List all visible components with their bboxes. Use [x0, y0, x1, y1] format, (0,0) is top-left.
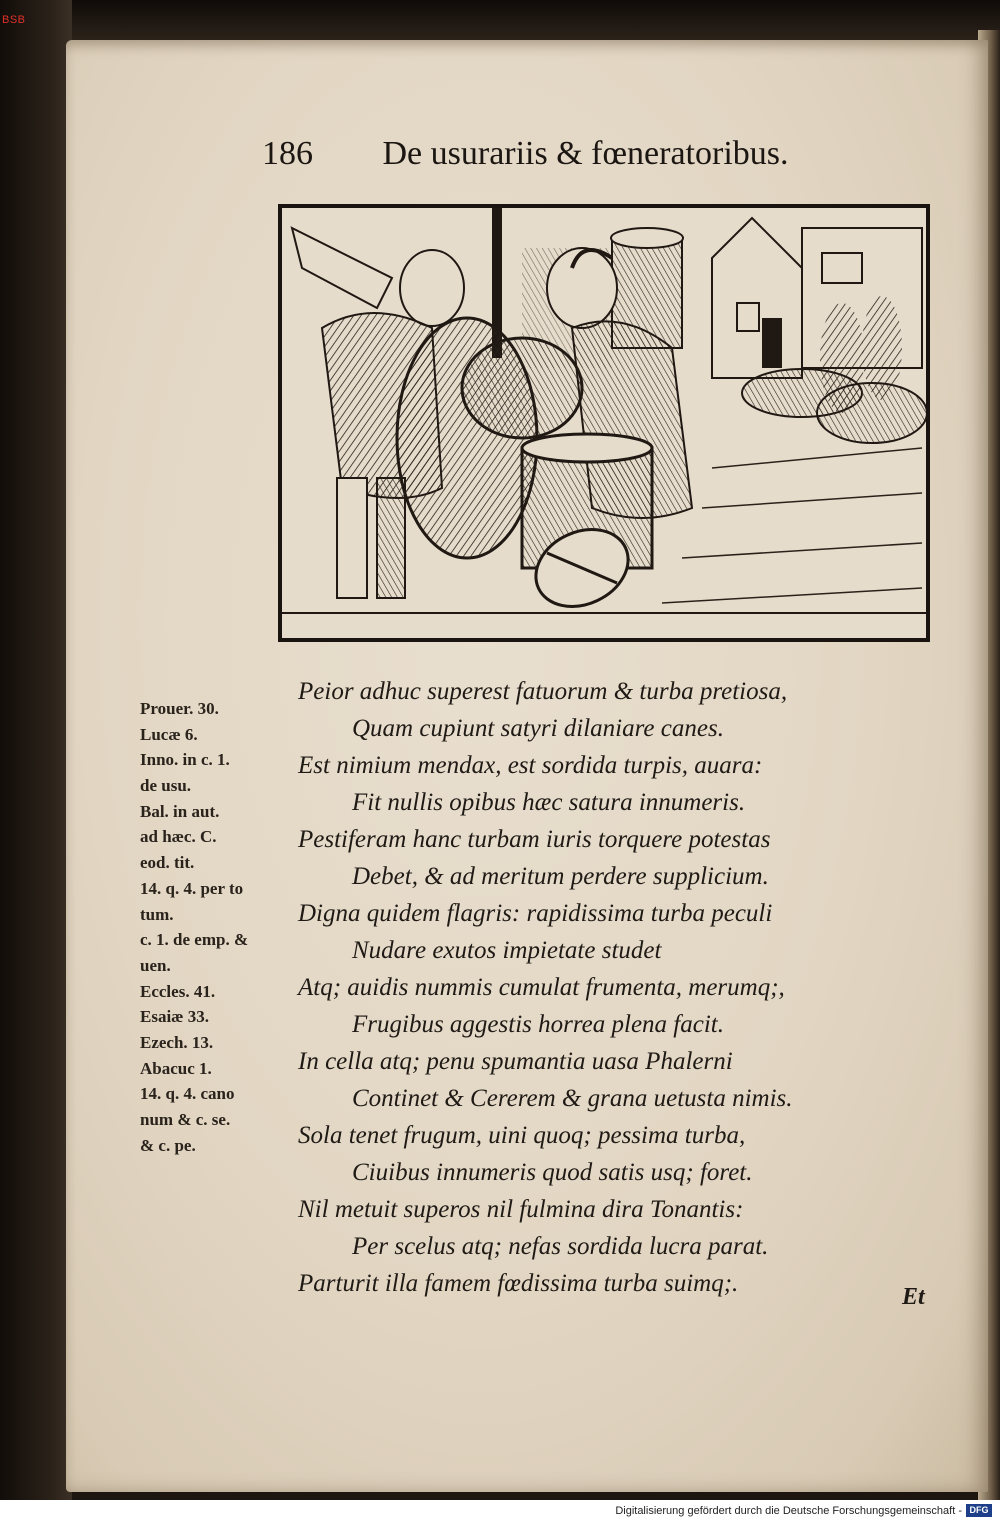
marginal-note: & c. pe.: [140, 1135, 196, 1155]
funding-note: Digitalisierung gefördert durch die Deutsche Forschungsgemeinschaft -: [615, 1505, 962, 1517]
marginal-note: Prouer. 30.: [140, 699, 219, 718]
dfg-logo[interactable]: DFG: [966, 1504, 992, 1517]
verse-line: Est nimium mendax, est sordida turpis, auara:: [298, 752, 763, 779]
verse-line: Nil metuit superos nil fulmina dira Tonantis:: [298, 1196, 744, 1223]
page-number: 186: [262, 135, 313, 172]
marginal-note: num & c. se.: [140, 1110, 231, 1129]
verse-line: Debet, & ad meritum perdere supplicium.: [352, 863, 769, 890]
marginal-note: Abacuc 1.: [140, 1058, 212, 1078]
marginal-note: Eccles. 41.: [140, 981, 216, 1001]
verse-line: Peior adhuc superest fatuorum & turba pretiosa,: [298, 678, 788, 705]
verse-line: Continet & Cererem & grana uetusta nimis.: [352, 1085, 793, 1112]
running-title: De usurariis & fœneratoribus.: [382, 135, 789, 172]
scan-background-left: [0, 0, 72, 1500]
catchword: Et: [902, 1284, 925, 1310]
verse-line: Per scelus atq; nefas sordida lucra parat.: [352, 1233, 769, 1260]
marginal-note: tum.: [140, 904, 174, 924]
marginal-note: 14. q. 4. cano: [140, 1084, 235, 1104]
verse-line: Pestiferam hanc turbam iuris torquere potestas: [298, 826, 771, 853]
marginal-note: Bal. in aut.: [140, 801, 220, 821]
marginal-note: ad hæc. C.: [140, 827, 217, 847]
verse-line: Parturit illa famem fœdissima turba suimq;.: [298, 1270, 739, 1297]
verse-line: Nudare exutos impietate studet: [352, 937, 662, 964]
marginal-note: Lucæ 6.: [140, 724, 198, 744]
marginal-note: de usu.: [140, 776, 192, 796]
verse-line: In cella atq; penu spumantia uasa Phalerni: [298, 1048, 733, 1075]
verse-line: Digna quidem flagris: rapidissima turba peculi: [298, 900, 773, 927]
marginal-note: uen.: [140, 955, 171, 975]
verse-line: Ciuibus innumeris quod satis usq; foret.: [352, 1159, 753, 1186]
woodcut-illustration-icon: [282, 208, 926, 638]
marginal-note: Inno. in c. 1.: [140, 750, 230, 770]
marginal-notes: [140, 696, 280, 1158]
verse-text: [298, 673, 858, 1302]
running-head: [262, 135, 862, 173]
marginal-note: eod. tit.: [140, 853, 195, 873]
library-tag: BSB: [2, 14, 26, 26]
marginal-note: Ezech. 13.: [140, 1032, 214, 1052]
verse-line: Quam cupiunt satyri dilaniare canes.: [352, 715, 724, 742]
verse-line: Atq; auidis nummis cumulat frumenta, merumq;,: [298, 974, 785, 1001]
woodcut-illustration: [278, 204, 930, 642]
verse-line: Sola tenet frugum, uini quoq; pessima turba,: [298, 1122, 746, 1149]
scan-background-top: [0, 0, 1000, 40]
marginal-note: Esaiæ 33.: [140, 1007, 209, 1027]
verse-line: Frugibus aggestis horrea plena facit.: [352, 1011, 724, 1038]
marginal-note: 14. q. 4. per to: [140, 878, 244, 898]
verse-line: Fit nullis opibus hæc satura innumeris.: [352, 789, 746, 816]
marginal-note: c. 1. de emp. &: [140, 930, 249, 950]
